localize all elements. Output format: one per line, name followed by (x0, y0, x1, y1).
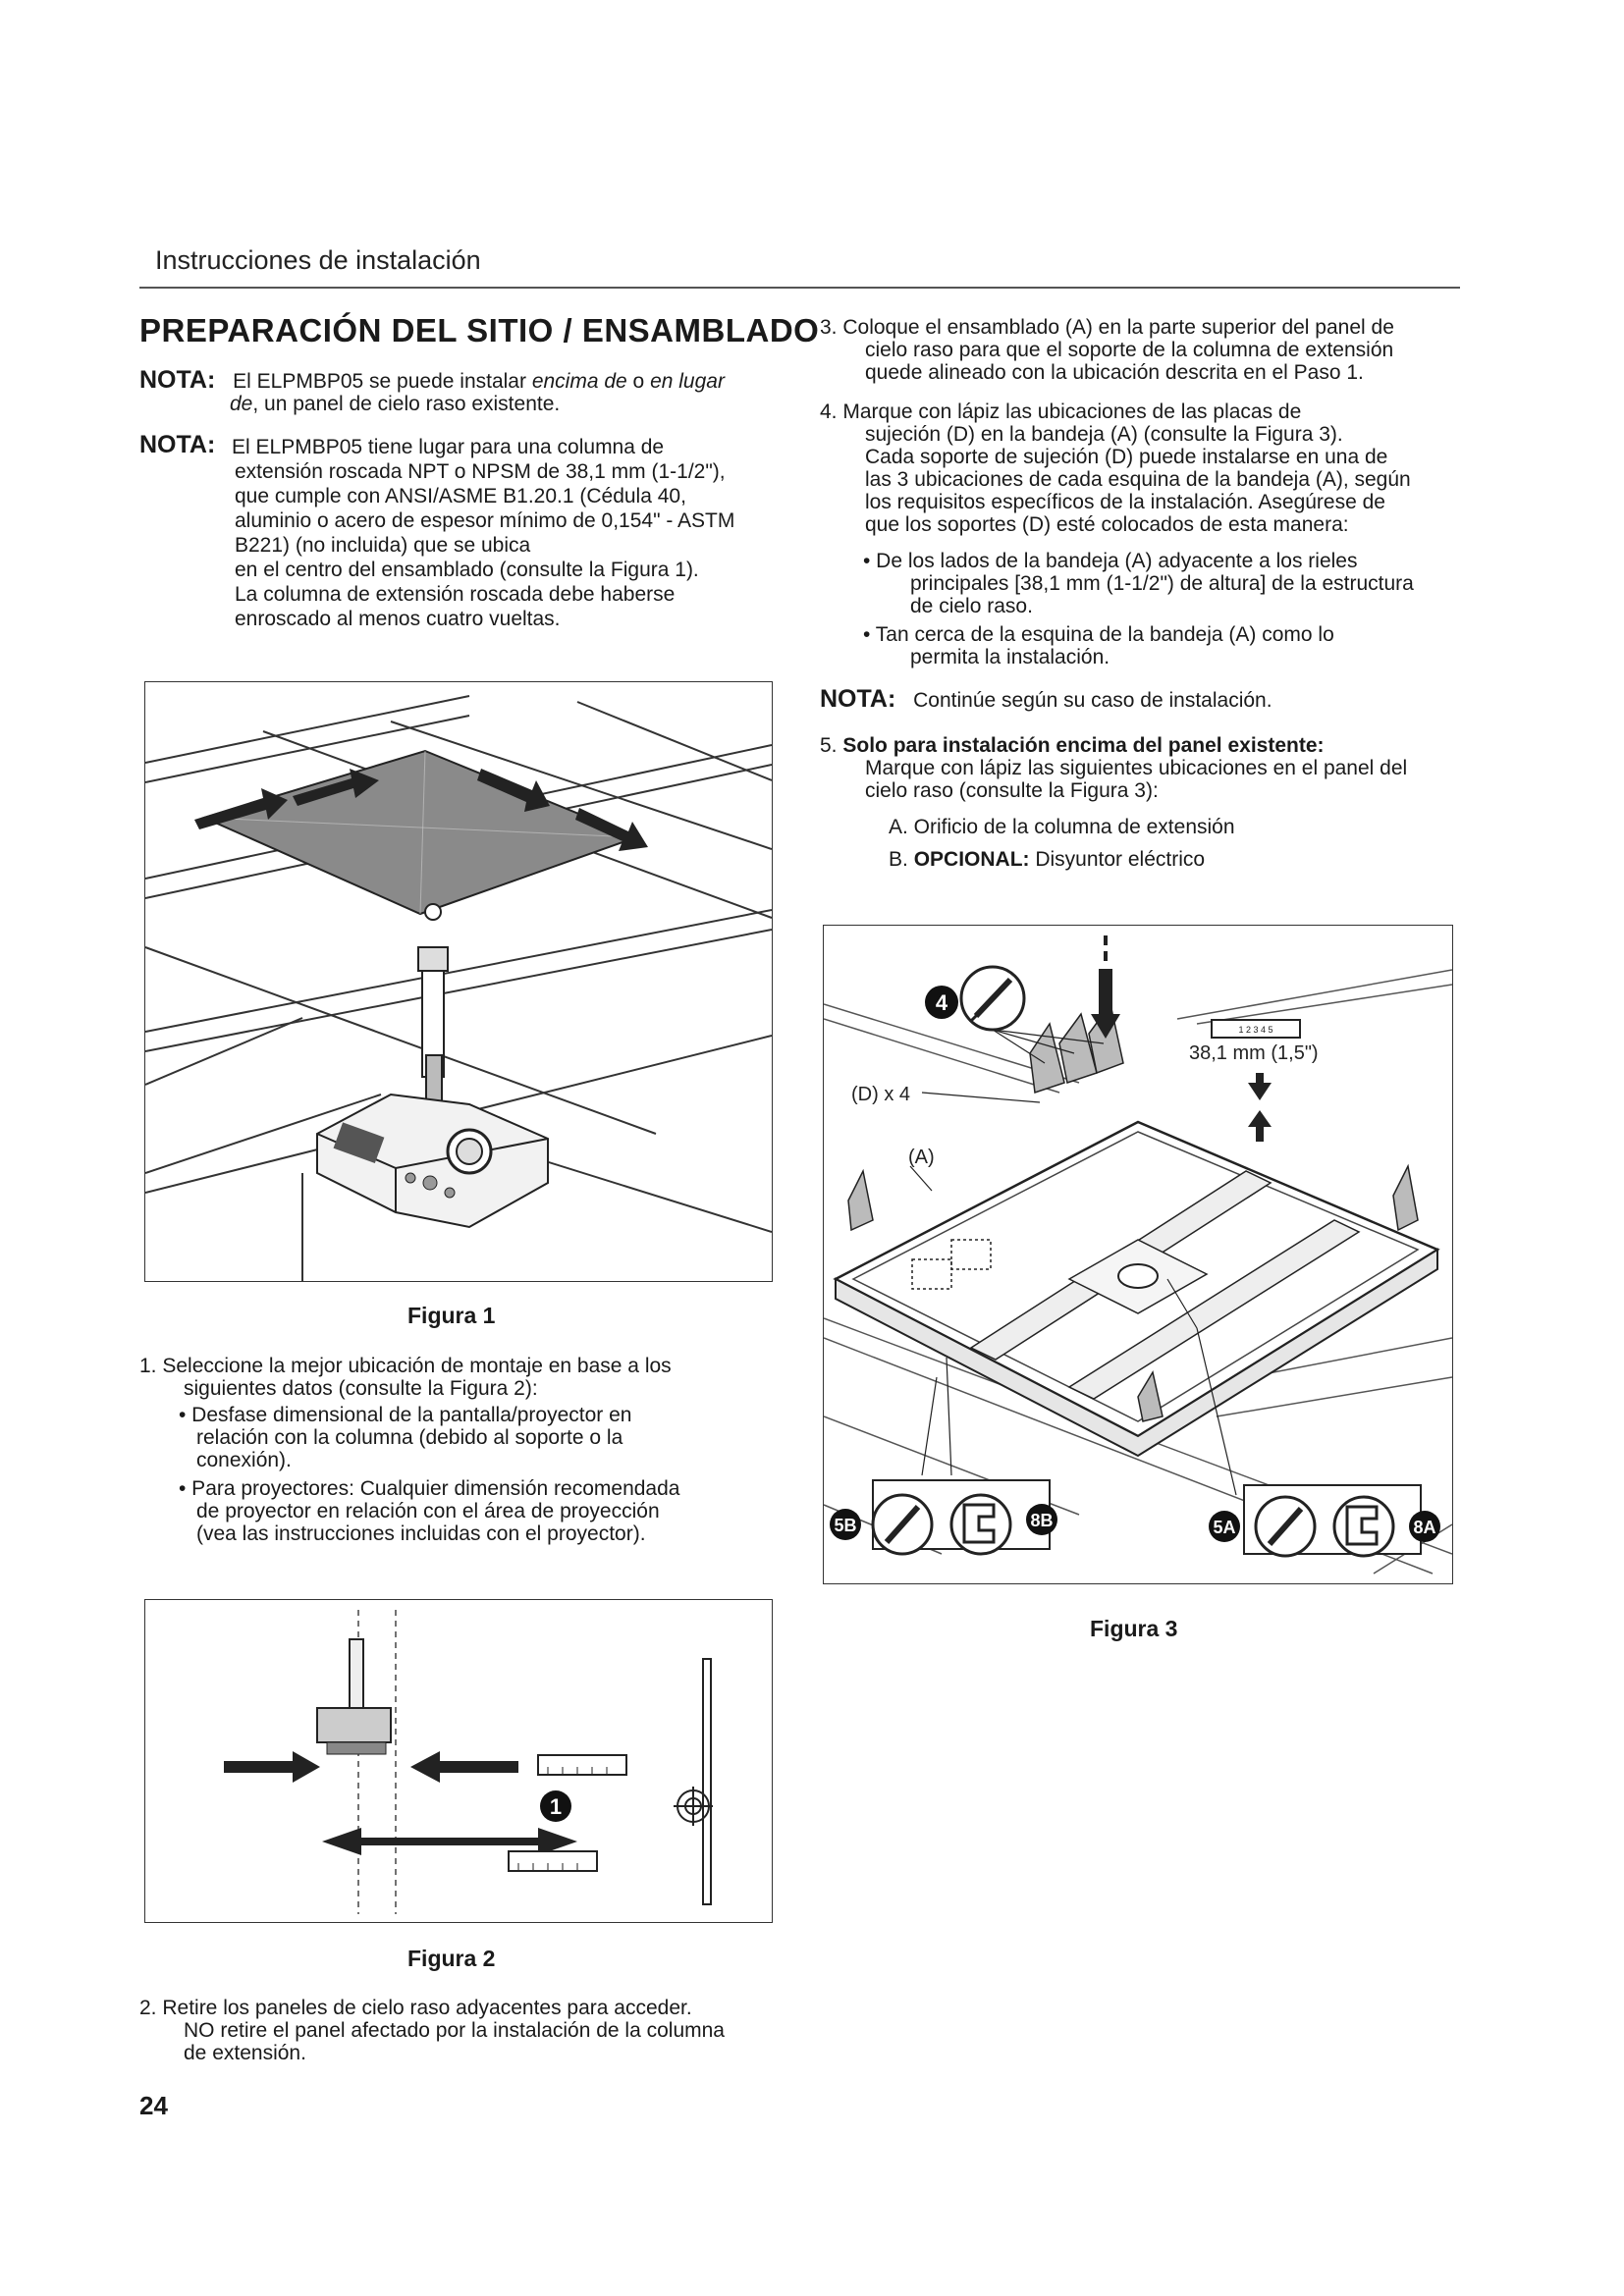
step-1-bullet-1: • Desfase dimensional de la pantalla/proyector en (179, 1404, 632, 1426)
note-2-line: enroscado al menos cuatro vueltas. (235, 608, 561, 630)
step-2-line: 2. Retire los paneles de cielo raso adyacentes para acceder. (139, 1997, 692, 2019)
section-title: PREPARACIÓN DEL SITIO / ENSAMBLADO (139, 312, 820, 348)
step-1 (139, 1355, 807, 1545)
step-1-bullet-2-line: (vea las instrucciones incluidas con el proyector). (196, 1522, 646, 1545)
step-4 (820, 400, 1468, 668)
step-3 (820, 316, 1468, 384)
step-2-line: NO retire el panel afectado por la instalación de la columna (184, 2019, 725, 2042)
figure-2 (144, 1599, 773, 1923)
note-2-line: La columna de extensión roscada debe haberse (235, 583, 676, 606)
step-3-line: cielo raso para que el soporte de la columna de extensión (865, 339, 1394, 361)
note-3-text: Continúe según su caso de instalación. (913, 689, 1272, 712)
note-2-line: B221) (no incluida) que se ubica (235, 534, 531, 557)
pencil-icon (961, 967, 1024, 1030)
badge-8a-text: 8A (1413, 1518, 1436, 1537)
step-5-item-b-bold: OPCIONAL: (913, 848, 1030, 871)
projector-icon (317, 1708, 391, 1742)
page-number: 24 (139, 2091, 168, 2120)
pencil-icon (873, 1495, 932, 1554)
note-2-line: en el centro del ensamblado (consulte la Figura 1). (235, 559, 699, 581)
step-4-bullet-1-line: principales [38,1 mm (1-1/2") de altura] de la estructura (910, 572, 1414, 595)
step-2 (139, 1997, 807, 2064)
step-4-bullet-1: • De los lados de la bandeja (A) adyacente a los rieles (863, 550, 1358, 572)
step-5-title: Solo para instalación encima del panel existente: (842, 734, 1325, 757)
badge-5b-text: 5B (834, 1516, 857, 1535)
step-3-line: 3. Coloque el ensamblado (A) en la parte superior del panel de (820, 316, 1394, 339)
note-3 (820, 687, 1468, 713)
label-d: (D) x 4 (851, 1084, 910, 1105)
step-5-line: Marque con lápiz las siguientes ubicaciones en el panel del (865, 757, 1408, 779)
step-4-bullet-1-line: de cielo raso. (910, 595, 1033, 617)
note-2-line: que cumple con ANSI/ASME B1.20.1 (Cédula 40, (235, 485, 686, 507)
measure-label: 38,1 mm (1,5") (1189, 1042, 1319, 1064)
figure-3 (823, 925, 1453, 1584)
note-1-text-a: El ELPMBP05 se puede instalar (233, 370, 532, 393)
badge-8b-text: 8B (1030, 1511, 1054, 1530)
running-header: Instrucciones de instalación (155, 245, 481, 275)
step-5 (820, 734, 1468, 871)
ruler-ticks-text: 1 2 3 4 5 (1238, 1025, 1273, 1035)
step-4-line: los requisitos específicos de la instalación. Asegúrese de (865, 491, 1385, 513)
note-1 (139, 368, 787, 416)
label-a: (A) (908, 1147, 935, 1168)
note-2-label: NOTA: (139, 431, 216, 458)
figure-3-caption: Figura 3 (1090, 1616, 1178, 1641)
ceiling-panel (204, 751, 636, 914)
note-2-line: extensión roscada NPT o NPSM de 38,1 mm (1-1/2"), (235, 460, 726, 483)
step-5-line: cielo raso (consulte la Figura 3): (865, 779, 1159, 802)
screen (703, 1659, 711, 1904)
note-2 (139, 431, 807, 630)
figure-1-illustration (145, 682, 772, 1281)
header-divider (139, 287, 1460, 289)
note-1-text-b: encima de (531, 370, 627, 393)
ruler-icon (1212, 1020, 1300, 1038)
callout-4-text: 4 (935, 990, 948, 1015)
note-1-text-c: o (626, 370, 651, 393)
step-4-line: las 3 ubicaciones de cada esquina de la bandeja (A), según (865, 468, 1411, 491)
figure-2-caption: Figura 2 (407, 1946, 496, 1971)
drill-icon (951, 1495, 1010, 1554)
step-5-item-a: A. Orificio de la columna de extensión (889, 816, 1235, 838)
step-3-line: quede alineado con la ubicación descrita en el Paso 1. (865, 361, 1364, 384)
column-hole (1118, 1264, 1158, 1288)
step-4-bullet-2-line: permita la instalación. (910, 646, 1110, 668)
callout-1-text: 1 (549, 1794, 563, 1819)
step-5-item-b-text: Disyuntor eléctrico (1029, 848, 1206, 871)
note-1-text-d: en lugar (650, 370, 725, 393)
step-1-bullet-2: • Para proyectores: Cualquier dimensión recomendada (179, 1477, 680, 1500)
step-1-line: 1. Seleccione la mejor ubicación de montaje en base a los (139, 1355, 672, 1377)
step-1-bullet-2-line: de proyector en relación con el área de proyección (196, 1500, 660, 1522)
figure-1-caption: Figura 1 (407, 1303, 496, 1328)
drill-icon (1334, 1497, 1393, 1556)
figure-3-illustration (824, 926, 1452, 1583)
note-2-line: aluminio o acero de espesor mínimo de 0,154" - ASTM (235, 509, 735, 532)
step-1-line: siguientes datos (consulte la Figura 2): (184, 1377, 538, 1400)
note-3-label: NOTA: (820, 685, 896, 713)
step-4-line: 4. Marque con lápiz las ubicaciones de las placas de (820, 400, 1302, 423)
step-4-line: Cada soporte de sujeción (D) puede instalarse en una de (865, 446, 1388, 468)
note-1-text-e: de (230, 393, 253, 415)
figure-2-illustration (145, 1600, 772, 1922)
note-1-label: NOTA: (139, 366, 216, 394)
step-4-line: que los soportes (D) esté colocados de esta manera: (865, 513, 1349, 536)
step-5-item-b (820, 848, 1468, 871)
note-2-line: El ELPMBP05 tiene lugar para una columna de (232, 436, 665, 458)
step-4-bullet-2: • Tan cerca de la esquina de la bandeja (A) como lo (863, 623, 1334, 646)
step-5-item-b-label: B. (889, 848, 914, 871)
figure-1 (144, 681, 773, 1282)
step-1-bullet-1-line: conexión). (196, 1449, 292, 1471)
step-5-number: 5. (820, 734, 838, 757)
step-2-line: de extensión. (184, 2042, 306, 2064)
step-1-bullet-1-line: relación con la columna (debido al soporte o la (196, 1426, 623, 1449)
step-4-line: sujeción (D) en la bandeja (A) (consulte la Figura 3). (865, 423, 1343, 446)
pencil-icon (1256, 1497, 1315, 1556)
note-1-text-f: , un panel de cielo raso existente. (252, 393, 561, 415)
badge-5a-text: 5A (1213, 1518, 1236, 1537)
